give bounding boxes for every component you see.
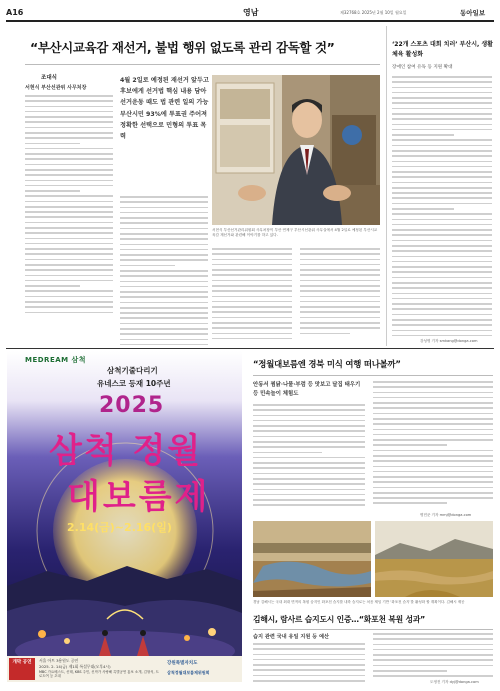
ad-title-line-1: 삼척 정월 xyxy=(49,431,203,471)
mid-right-body-col-2 xyxy=(373,381,493,512)
right-top-body xyxy=(392,76,492,338)
ad-info-2: 2025. 2. 14(금) 제1회 특설무대(오후4시) xyxy=(39,664,111,669)
section-name: 영남 xyxy=(243,8,259,17)
bottom-right-body-col-2 xyxy=(373,633,493,679)
page-number: A16 xyxy=(6,8,24,17)
header-rule xyxy=(6,20,494,22)
lead-body-col-1 xyxy=(25,95,113,345)
ad-info-3: MBC 가요베스트, 신태, KBS 주민, 신작가 사랑해 특별공연 홍보 소개, 김형석, 트로트여 등 초대 xyxy=(39,670,159,679)
mid-right-byline: 명민준 기자 mmj@donga.com xyxy=(420,513,472,517)
ad-sponsor-2: 삼척정월대보름제위원회 xyxy=(167,670,210,675)
newspaper-logo: 동아일보 xyxy=(460,9,486,17)
bottom-right-deck: 습지 관련 국내 유일 지원 등 예산 xyxy=(253,634,329,640)
ad-subtitle-1: 삼척기줄다리기 xyxy=(107,366,158,375)
ad-sponsor-1: 강원특별자치도 xyxy=(167,661,198,666)
page-header xyxy=(0,0,500,22)
lead-body-col-3 xyxy=(212,248,292,345)
bottom-right-rule xyxy=(253,629,493,630)
bottom-right-byline: 도영진 기자 dyj@donga.com xyxy=(430,680,479,684)
bottom-right-headline: 김해시, 람사르 습지도시 인증…“화포천 복원 성과” xyxy=(253,615,426,624)
mid-rule xyxy=(6,348,494,349)
lead-photo-image xyxy=(212,75,380,225)
wetland-photo-2 xyxy=(375,521,493,597)
wetland-photo-1 xyxy=(253,521,371,597)
wetland-photo-1-image xyxy=(253,521,371,597)
lead-photo xyxy=(212,75,380,225)
festival-ad xyxy=(7,351,242,682)
right-column-divider xyxy=(386,26,387,346)
right-top-byline: 강성명 기자 smkang@donga.com xyxy=(420,339,478,343)
ad-dates: 2.14(금)~2.16(일) xyxy=(67,521,172,534)
ad-badge-text: 개막 공연 xyxy=(12,660,32,665)
lead-body-col-2 xyxy=(120,196,208,345)
ad-subtitle-2: 유네스코 등재 10주년 xyxy=(97,379,171,388)
ad-year: 2025 xyxy=(99,393,165,418)
lead-headline: “부산시교육감 재선거, 불법 행위 없도록 관리 감독할 것” xyxy=(30,40,335,55)
ad-info-panel xyxy=(7,656,242,682)
right-top-headline: ‘22개 스포츠 대회 치러’ 부산시, 생활체육 활성화 xyxy=(392,41,493,58)
pull-quote-text: 4월 2일로 예정된 재선거 앞두고 후보에게 선거법 핵심 내용 담아 선거운동 때도 법 관련 일의 가능 부산시민 93%에 투표권 주어져 정확한 선택으로 민형의 투표 목력 xyxy=(120,77,209,141)
ad-info-1: 서울 아트 3용원도 공연 xyxy=(39,658,79,663)
mid-right-headline: “정월대보름엔 경북 미식 여행 떠나볼까” xyxy=(253,359,401,369)
ad-title-line-2: 대보름제 xyxy=(67,477,211,517)
lead-photo-caption: 서현식 부산선거관리위원회 사무처장이 부산 연제구 부산시선관위 사무실에서 4월 2일로 예정된 부산시교육감 재선거와 관련해 이야기를 하고 있다. xyxy=(212,228,378,238)
mid-right-deck: 안동서 찜닭·나물·부럼 등 맛보고 달집 태우기 등 민속놀이 체험도 xyxy=(253,382,361,397)
wetland-photo-2-image xyxy=(375,521,493,597)
interview-title: 서현식 부산선관위 사무처장 xyxy=(25,85,87,91)
interview-label: 조대식 xyxy=(41,75,57,81)
mid-right-rule xyxy=(253,375,493,376)
lead-headline-rule xyxy=(25,64,380,65)
mid-right-body-col-1 xyxy=(253,404,365,512)
ad-top-banner: MEDREAM 삼척 xyxy=(25,356,87,364)
ad-badge xyxy=(9,658,35,680)
lead-body-col-4 xyxy=(300,248,380,345)
issue-meta: 제32768호 2025년 2월 10일 월요일 xyxy=(340,10,407,15)
bottom-right-body-col-1 xyxy=(253,643,365,683)
pull-quote xyxy=(120,75,212,193)
right-top-subhead: 장애인 참여 유독 등 지원 확대 xyxy=(392,65,453,70)
wetland-caption: 경남 김해시는 국내 최대 면적의 복원 습지인 화포천 습지를 내륙 습지로는 처음 제임 기반 ‘화포천 습지’를 활성화 할 계획이다. 김해시 제공 xyxy=(253,600,465,604)
